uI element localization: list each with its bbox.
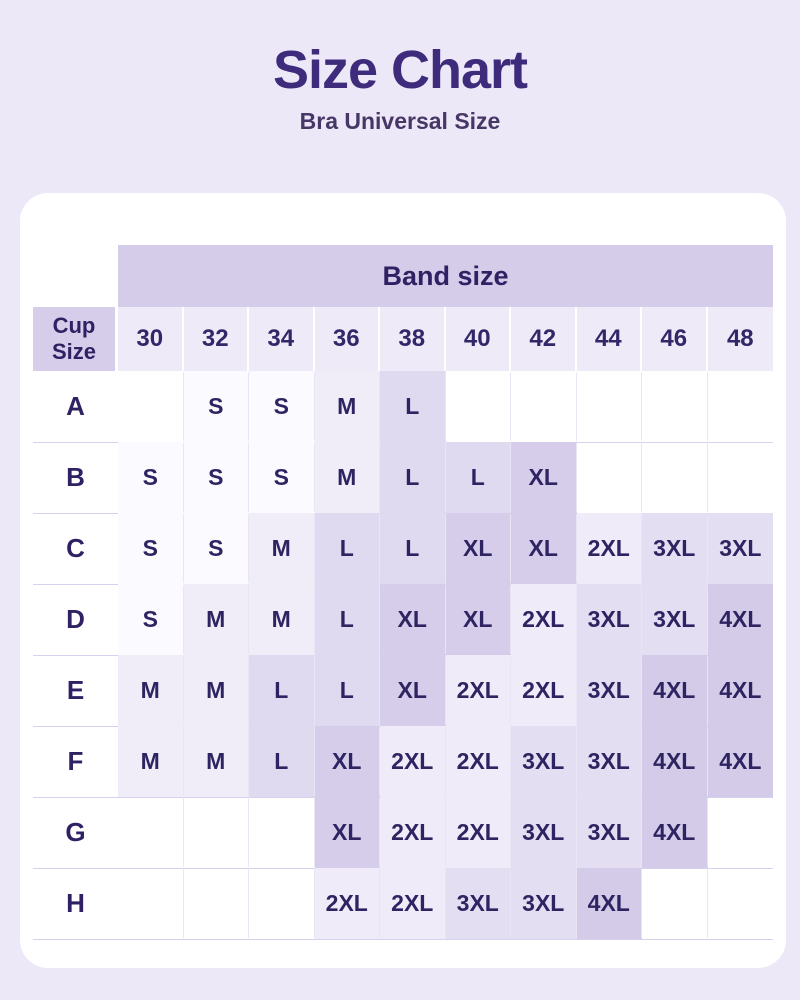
- empty-cell: [446, 371, 512, 442]
- size-cell: 4XL: [577, 868, 643, 939]
- size-cell: 3XL: [577, 726, 643, 797]
- cup-size-row: [33, 797, 773, 868]
- size-cell: 2XL: [446, 655, 512, 726]
- size-cell: 3XL: [511, 797, 577, 868]
- column-header-row: [33, 307, 773, 371]
- size-cell: 3XL: [511, 726, 577, 797]
- band-size-header-cell: 36: [315, 307, 381, 371]
- empty-cell: [184, 868, 250, 939]
- empty-cell: [249, 797, 315, 868]
- empty-cell: [118, 868, 184, 939]
- size-cell: XL: [315, 797, 381, 868]
- size-cell: L: [249, 726, 315, 797]
- size-cell: 2XL: [380, 726, 446, 797]
- size-cell: 2XL: [446, 797, 512, 868]
- cup-size-label: B: [33, 442, 118, 513]
- size-cell: 3XL: [446, 868, 512, 939]
- size-cell: 2XL: [380, 868, 446, 939]
- empty-cell: [708, 371, 774, 442]
- size-cell: 3XL: [577, 655, 643, 726]
- cup-size-row: [33, 655, 773, 726]
- band-size-header-cell: 46: [642, 307, 708, 371]
- size-cell: 3XL: [642, 513, 708, 584]
- size-cell: XL: [380, 655, 446, 726]
- page-subtitle: Bra Universal Size: [299, 107, 501, 134]
- size-cell: 2XL: [511, 655, 577, 726]
- cup-size-row: [33, 584, 773, 655]
- size-cell: S: [249, 371, 315, 442]
- band-size-header-cell: 32: [184, 307, 250, 371]
- empty-cell: [642, 442, 708, 513]
- empty-cell: [118, 797, 184, 868]
- size-cell: XL: [511, 513, 577, 584]
- band-size-header-cell: 34: [249, 307, 315, 371]
- empty-cell: [511, 371, 577, 442]
- empty-cell: [577, 442, 643, 513]
- size-cell: S: [118, 584, 184, 655]
- size-cell: 4XL: [642, 726, 708, 797]
- size-cell: 3XL: [577, 584, 643, 655]
- size-cell: L: [249, 655, 315, 726]
- band-size-header-cell: 48: [708, 307, 774, 371]
- cup-size-label: F: [33, 726, 118, 797]
- size-cell: XL: [446, 513, 512, 584]
- size-cell: M: [249, 584, 315, 655]
- band-size-header-cell: 42: [511, 307, 577, 371]
- size-cell: L: [380, 513, 446, 584]
- size-cell: 2XL: [380, 797, 446, 868]
- size-chart-table: [33, 245, 773, 939]
- cup-size-label: D: [33, 584, 118, 655]
- size-chart-body: [33, 371, 773, 939]
- empty-cell: [642, 868, 708, 939]
- empty-cell: [642, 371, 708, 442]
- size-cell: M: [249, 513, 315, 584]
- size-cell: 4XL: [642, 797, 708, 868]
- empty-cell: [577, 371, 643, 442]
- size-cell: S: [249, 442, 315, 513]
- cup-size-row: [33, 442, 773, 513]
- band-size-banner: Band size: [118, 245, 773, 307]
- empty-cell: [249, 868, 315, 939]
- size-cell: 4XL: [642, 655, 708, 726]
- size-cell: L: [380, 442, 446, 513]
- empty-cell: [184, 797, 250, 868]
- cup-size-row: [33, 868, 773, 939]
- size-cell: 3XL: [708, 513, 774, 584]
- cup-size-row: [33, 513, 773, 584]
- size-cell: M: [184, 584, 250, 655]
- empty-cell: [708, 868, 774, 939]
- cup-size-header: Cup Size: [33, 307, 118, 371]
- band-size-banner-row: [33, 245, 773, 307]
- size-cell: XL: [446, 584, 512, 655]
- corner-cell: [33, 245, 118, 307]
- size-cell: M: [184, 726, 250, 797]
- size-cell: 2XL: [511, 584, 577, 655]
- size-cell: 4XL: [708, 584, 774, 655]
- page-header: [0, 0, 800, 135]
- size-cell: M: [118, 655, 184, 726]
- cup-size-label: E: [33, 655, 118, 726]
- size-cell: 2XL: [315, 868, 381, 939]
- size-cell: S: [184, 442, 250, 513]
- cup-size-row: [33, 371, 773, 442]
- cup-size-label: G: [33, 797, 118, 868]
- size-cell: S: [184, 371, 250, 442]
- cup-size-row: [33, 726, 773, 797]
- size-cell: L: [315, 513, 381, 584]
- band-size-header-cell: 30: [118, 307, 184, 371]
- empty-cell: [708, 797, 774, 868]
- cup-size-label: H: [33, 868, 118, 939]
- size-cell: XL: [380, 584, 446, 655]
- cup-size-label: C: [33, 513, 118, 584]
- size-cell: L: [315, 584, 381, 655]
- page-title: Size Chart: [272, 40, 528, 100]
- size-cell: 3XL: [511, 868, 577, 939]
- size-cell: XL: [315, 726, 381, 797]
- size-cell: 3XL: [642, 584, 708, 655]
- size-cell: 3XL: [577, 797, 643, 868]
- size-cell: L: [315, 655, 381, 726]
- empty-cell: [708, 442, 774, 513]
- band-size-header-cell: 44: [577, 307, 643, 371]
- size-cell: 4XL: [708, 655, 774, 726]
- size-cell: 4XL: [708, 726, 774, 797]
- size-cell: M: [118, 726, 184, 797]
- size-cell: S: [118, 442, 184, 513]
- band-size-header-cell: 40: [446, 307, 512, 371]
- cup-size-label: A: [33, 371, 118, 442]
- size-cell: L: [446, 442, 512, 513]
- size-cell: 2XL: [446, 726, 512, 797]
- size-cell: S: [118, 513, 184, 584]
- size-cell: XL: [511, 442, 577, 513]
- band-size-header-cell: 38: [380, 307, 446, 371]
- size-cell: S: [184, 513, 250, 584]
- size-cell: 2XL: [577, 513, 643, 584]
- size-chart-card: [20, 193, 786, 968]
- size-cell: M: [184, 655, 250, 726]
- size-cell: M: [315, 371, 381, 442]
- size-cell: L: [380, 371, 446, 442]
- empty-cell: [118, 371, 184, 442]
- size-cell: M: [315, 442, 381, 513]
